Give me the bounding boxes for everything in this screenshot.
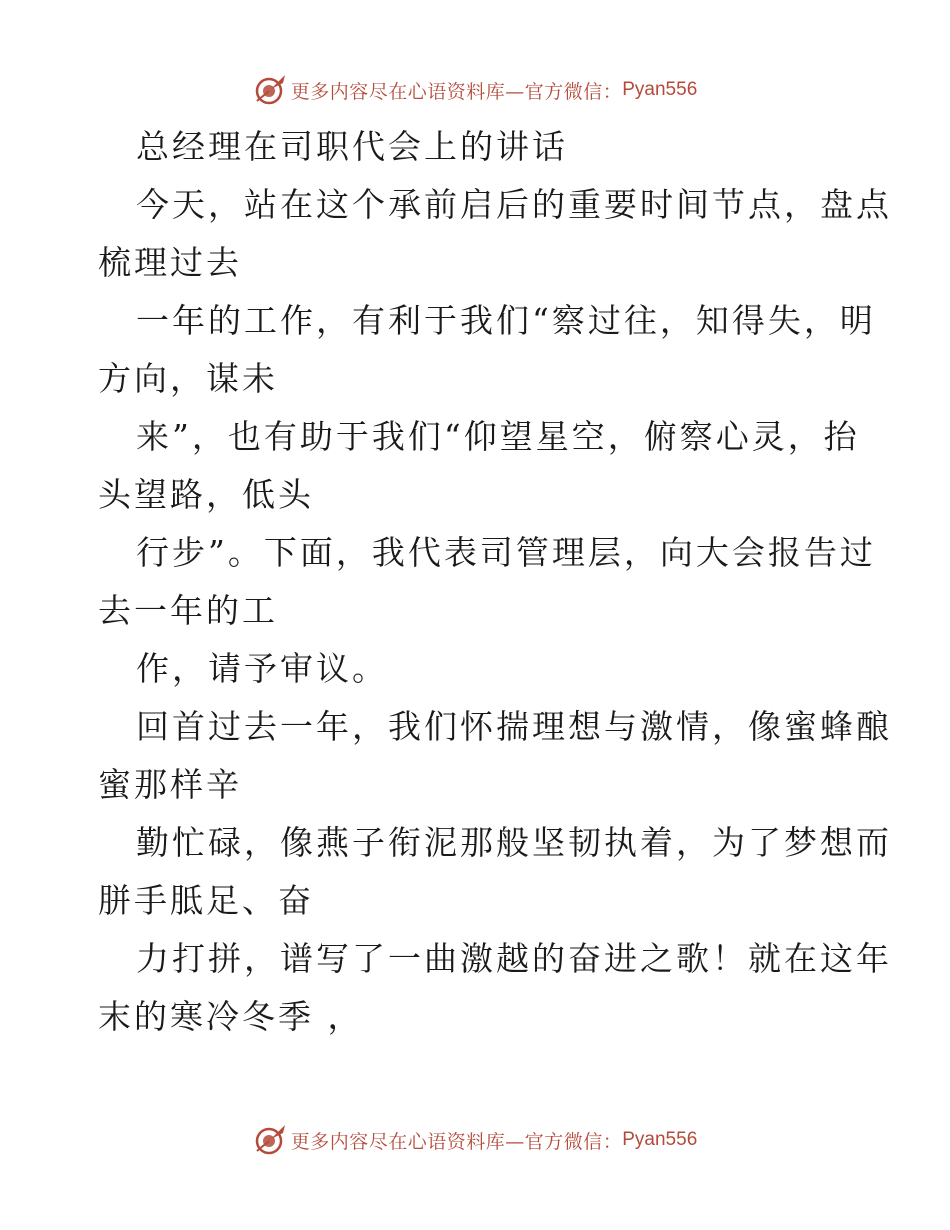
doc-line: 去一年的工 [98, 591, 278, 630]
doc-line: 今天，站在这个承前启后的重要时间节点，盘点 [136, 185, 892, 224]
quill-logo-icon [253, 1123, 287, 1157]
doc-line: 头望路，低头 [98, 475, 314, 514]
doc-line: 末的寒冷冬季 ， [98, 997, 364, 1036]
header-banner [0, 70, 950, 110]
quill-logo-icon [253, 73, 287, 107]
doc-line: 行步”。下面，我代表司管理层，向大会报告过 [136, 533, 876, 572]
header-banner-text: 更多内容尽在心语资料库—官方微信： [290, 80, 623, 103]
footer-banner [0, 1120, 950, 1160]
doc-line: 蜜那样辛 [98, 765, 242, 804]
doc-line: 作，请予审议。 [136, 649, 388, 688]
footer-banner-text: 更多内容尽在心语资料库—官方微信： [290, 1130, 623, 1153]
doc-line: 方向，谋未 [98, 359, 278, 398]
doc-line: 一年的工作，有利于我们“察过往，知得失，明 [136, 301, 876, 340]
doc-line: 来”，也有助于我们“仰望星空，俯察心灵，抬 [136, 417, 860, 456]
doc-title: 总经理在司职代会上的讲话 [136, 127, 568, 166]
doc-line: 梳理过去 [98, 243, 242, 282]
doc-line: 胼手胝足、奋 [98, 881, 314, 920]
doc-line: 回首过去一年，我们怀揣理想与激情，像蜜蜂酿 [136, 707, 892, 746]
doc-line: 力打拼，谱写了一曲激越的奋进之歌！就在这年 [136, 939, 892, 978]
header-wechat-id: Pyan556 [622, 79, 698, 100]
doc-line: 勤忙碌，像燕子衔泥那般坚韧执着，为了梦想而 [136, 823, 892, 862]
document-body [98, 118, 892, 1046]
footer-wechat-id: Pyan556 [622, 1129, 698, 1150]
